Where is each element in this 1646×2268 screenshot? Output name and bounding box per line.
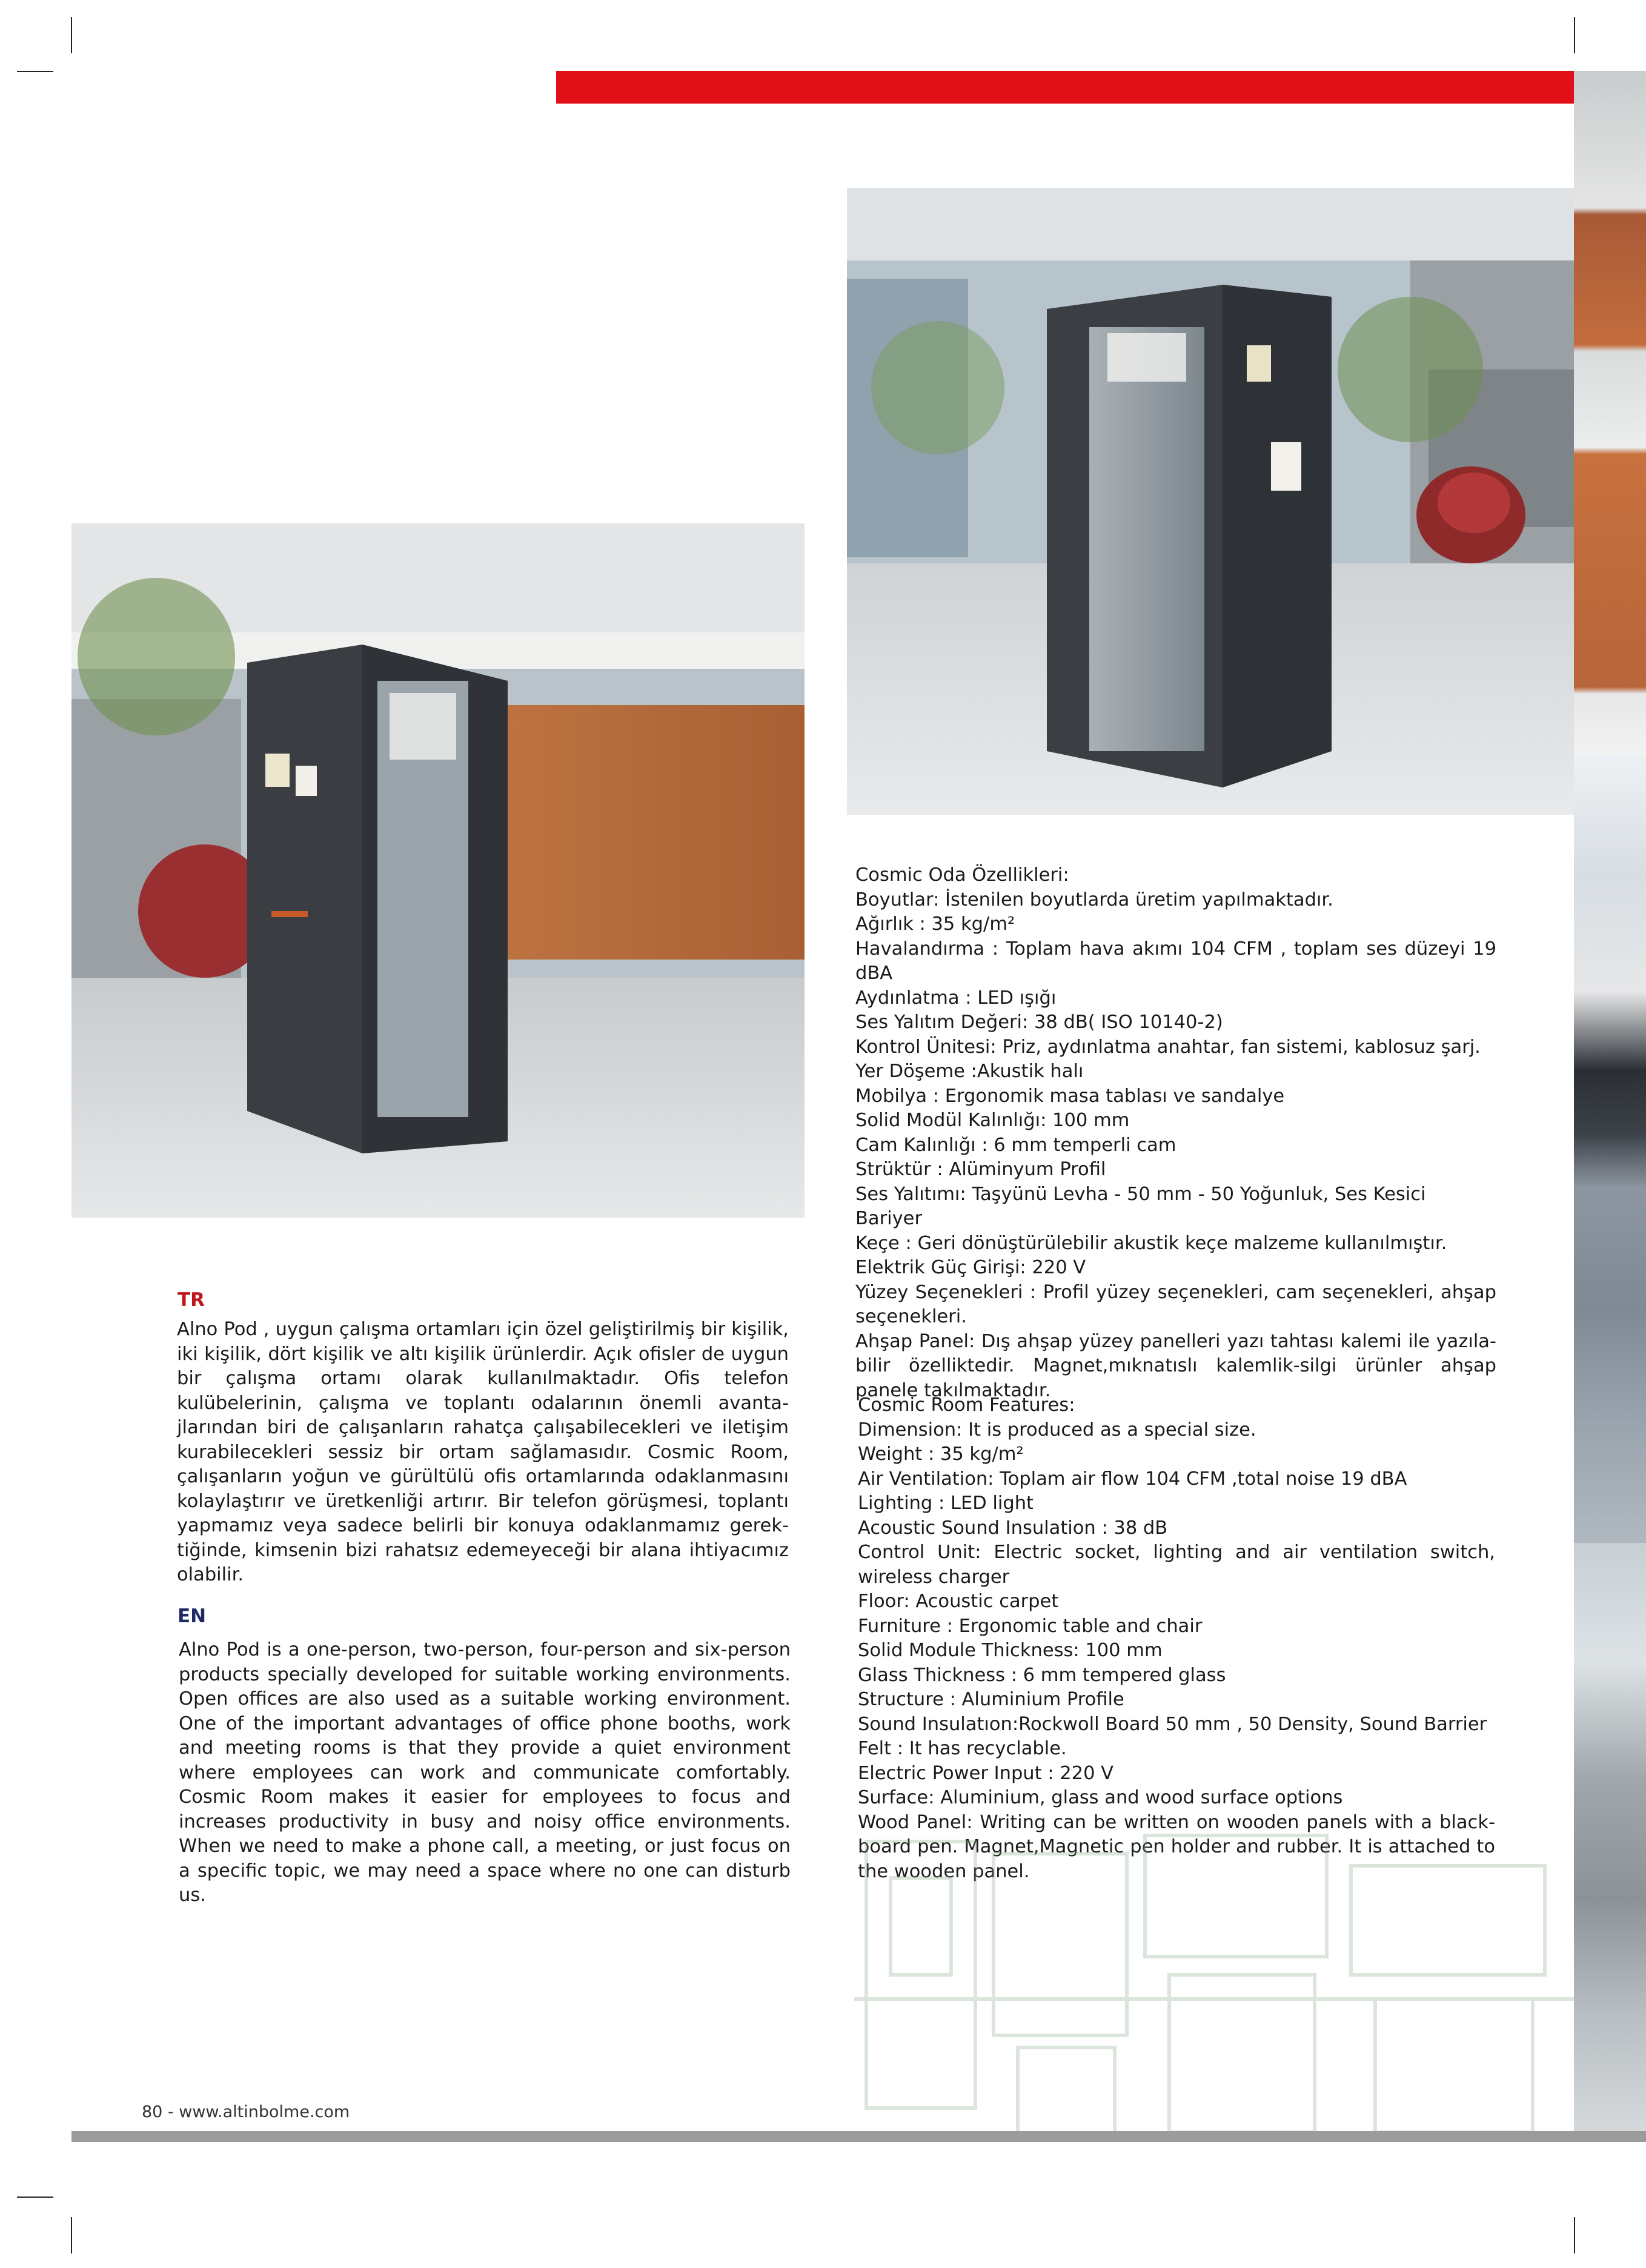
spec-line: Furniture : Ergonomic table and chair xyxy=(858,1615,1203,1637)
next-page-bleed-photo xyxy=(1574,71,1646,2137)
floor-plan-watermark xyxy=(854,1817,1574,2157)
tr-body-text: Alno Pod , uygun çalışma ortamları için özel geliştirilmiş bir kişilik, iki kişilik, dört kişilik ve altı kişilik ürünlerdir. Açık ofisler de uygun bir çalışma ortamı olarak kullanılmaktadır. Ofis telefon kulübelerinin, çalışma ve toplantı odalarının önemli avanta-jlarından biri de çalışanların rahatça çalışabilecekleri ve iletişim kurabilecekleri sessiz bir ortam sağlamasıdır. Cosmic Room, çalışanların yoğun ve gürültülü ofis ortamlarında odaklanmasını kolaylaştırır ve üretkenliği artırır. Bir telefon görüşmesi, toplantı yapmamız veya sadece belirli bir konuya odaklanmamız gerek-tiğinde, kimsenin bizi rahatsız edemeyeceği bir alana ihtiyacımız olabilir. xyxy=(177,1319,789,1585)
spec-line: Air Ventilation: Toplam air flow 104 CFM ,total noise 19 dBA xyxy=(858,1468,1407,1490)
spec-line: Yer Döşeme :Akustik halı xyxy=(855,1061,1084,1082)
spec-line: Ses Yalıtımı: Taşyünü Levha - 50 mm - 50 Yoğunluk, Ses Kesici Bariyer xyxy=(855,1183,1426,1229)
crop-mark xyxy=(71,2217,72,2253)
spec-line: Wood Panel: Writing can be written on wooden panels with a black-board pen. Magnet,Magnetic pen holder and rubber. It is attached to the wooden panel. xyxy=(858,1811,1495,1882)
spec-line: Mobilya : Ergonomik masa tablası ve sandalye xyxy=(855,1085,1285,1107)
footer-bar xyxy=(71,2131,1646,2142)
spec-line: Glass Thickness : 6 mm tempered glass xyxy=(858,1664,1226,1686)
spec-line: Weight : 35 kg/m² xyxy=(858,1444,1024,1465)
en-body-text: Alno Pod is a one-person, two-person, four-person and six-person products specially developed for suitable working environments. Open offices are also used as a suitable working environment. One of the important advantages of office phone booths, work and meeting rooms is that they provide a quiet environment where employees can work and communicate comfortably. Cosmic Room makes it easier for employees to focus and increases productivity in busy and noisy office environments. When we need to make a phone call, a meeting, or just focus on a specific topic, we may need a space where no one can disturb us. xyxy=(179,1639,791,1906)
specs-tr-list xyxy=(855,863,1496,1403)
spec-line: Aydınlatma : LED ışığı xyxy=(855,987,1057,1009)
spec-line: Kontrol Ünitesi: Priz, aydınlatma anahtar, fan sistemi, kablosuz şarj. xyxy=(855,1036,1481,1058)
spec-line: Control Unit: Electric socket, lighting and air ventilation switch, wireless charger xyxy=(858,1542,1495,1588)
crop-mark xyxy=(1574,2217,1575,2253)
spec-line: Lighting : LED light xyxy=(858,1493,1034,1514)
spec-line: Sound Insulatıon:Rockwoll Board 50 mm , 50 Density, Sound Barrier xyxy=(858,1713,1487,1735)
spec-line: Ahşap Panel: Dış ahşap yüzey panelleri yazı tahtası kalemi ile yazıla-bilir özelliktedir. Magnet,mıknatıslı kalemlik-silgi ürünler ahşap panele takılmaktadır. xyxy=(855,1330,1496,1401)
spec-line: Strüktür : Alüminyum Profil xyxy=(855,1159,1106,1180)
spec-line: Elektrik Güç Girişi: 220 V xyxy=(855,1257,1086,1278)
tr-heading: TR xyxy=(178,1289,205,1311)
spec-line: Acoustic Sound Insulation : 38 dB xyxy=(858,1517,1168,1539)
booth-photo-front xyxy=(847,188,1574,815)
spec-line: Keçe : Geri dönüştürülebilir akustik keçe malzeme kullanılmıştır. xyxy=(855,1232,1447,1254)
spec-line: Yüzey Seçenekleri : Profil yüzey seçenekleri, cam seçenekleri, ahşap seçenekleri. xyxy=(855,1281,1496,1327)
spec-line: Cam Kalınlığı : 6 mm temperli cam xyxy=(855,1134,1176,1156)
header-accent-bar xyxy=(556,71,1574,104)
spec-line: Boyutlar: İstenilen boyutlarda üretim yapılmaktadır. xyxy=(855,889,1333,910)
spec-line: Surface: Aluminium, glass and wood surface options xyxy=(858,1787,1343,1808)
booth-photo-angled xyxy=(71,523,805,1218)
page-number-footer: 80 - www.altinbolme.com xyxy=(142,2103,350,2121)
spec-line: Structure : Aluminium Profile xyxy=(858,1689,1124,1710)
spec-line: Cosmic Oda Özellikleri: xyxy=(855,864,1069,886)
spec-line: Ses Yalıtım Değeri: 38 dB( ISO 10140-2) xyxy=(855,1012,1223,1033)
spec-line: Electric Power Input : 220 V xyxy=(858,1762,1114,1784)
specs-en-list xyxy=(858,1393,1495,1884)
crop-mark xyxy=(1574,17,1575,53)
spec-line: Dimension: It is produced as a special size. xyxy=(858,1419,1256,1441)
crop-mark xyxy=(71,17,72,53)
spec-line: Floor: Acoustic carpet xyxy=(858,1591,1059,1612)
en-heading: EN xyxy=(178,1605,207,1627)
spec-line: Solid Modül Kalınlığı: 100 mm xyxy=(855,1110,1130,1131)
spec-line: Cosmic Room Features: xyxy=(858,1394,1075,1416)
spec-line: Ağırlık : 35 kg/m² xyxy=(855,913,1015,935)
crop-mark xyxy=(17,71,53,72)
spec-line: Felt : It has recyclable. xyxy=(858,1738,1067,1759)
crop-mark xyxy=(17,2197,53,2198)
spec-line: Havalandırma : Toplam hava akımı 104 CFM , toplam ses düzeyi 19 dBA xyxy=(855,938,1496,984)
spec-line: Solid Module Thickness: 100 mm xyxy=(858,1640,1163,1661)
